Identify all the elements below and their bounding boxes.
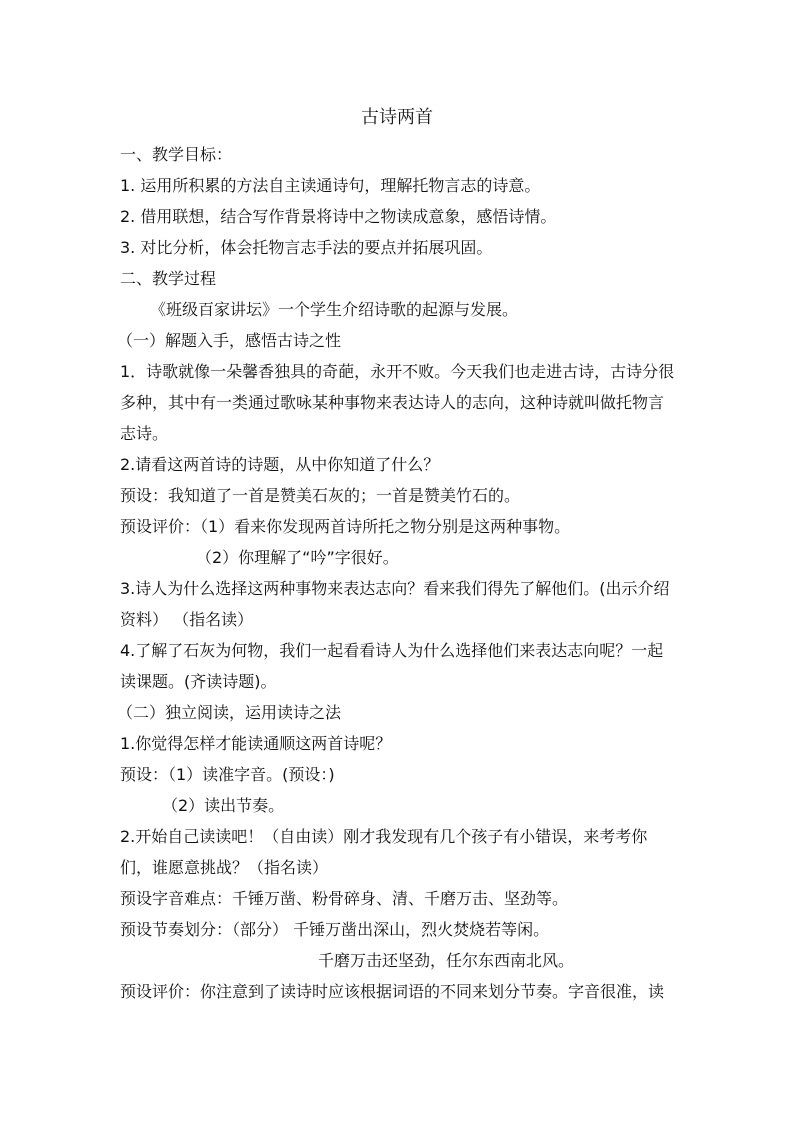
paragraph-line: （2）读出节奏。 xyxy=(162,796,285,815)
paragraph-line: 们，谁愿意挑战？（指名读） xyxy=(120,858,329,877)
subsection-heading: （一）解题入手，感悟古诗之性 xyxy=(117,331,342,350)
paragraph-line: 预设字音难点：千锤万凿、粉骨碎身、清、千磨万击、坚劲等。 xyxy=(120,889,569,908)
objective-item: 1. 运用所积累的方法自主读通诗句，理解托物言志的诗意。 xyxy=(120,176,541,195)
paragraph-line: 《班级百家讲坛》一个学生介绍诗歌的起源与发展。 xyxy=(150,300,519,319)
paragraph-line: 预设：我知道了一首是赞美石灰的；一首是赞美竹石的。 xyxy=(120,486,521,505)
paragraph-line: 读课题。(齐读诗题)。 xyxy=(120,672,277,691)
paragraph-line: 志诗。 xyxy=(120,424,169,443)
paragraph-line: 2.请看这两首诗的诗题，从中你知道了什么？ xyxy=(120,455,440,474)
paragraph-line: （2）你理解了“吟”字很好。 xyxy=(196,548,399,567)
poem-line: 千磨万击还坚劲，任尔东西南北风。 xyxy=(318,951,575,970)
paragraph-line: 预设：（1）读准字音。(预设：) xyxy=(120,765,335,784)
paragraph-line: 1．诗歌就像一朵馨香独具的奇葩，永开不败。今天我们也走进古诗，古诗分很 xyxy=(120,362,675,381)
paragraph-line: 资料） （指名读） xyxy=(120,610,254,629)
objective-item: 3. 对比分析，体会托物言志手法的要点并拓展巩固。 xyxy=(120,238,493,257)
paragraph-line: 多种，其中有一类通过歌咏某种事物来表达诗人的志向，这种诗就叫做托物言 xyxy=(120,393,665,412)
paragraph-line: 3.诗人为什么选择这两种事物来表达志向？看来我们得先了解他们。(出示介绍 xyxy=(120,579,670,598)
document-title: 古诗两首 xyxy=(361,107,433,128)
paragraph-line: 4.了解了石灰为何物，我们一起看看诗人为什么选择他们来表达志向呢？一起 xyxy=(120,641,664,660)
objective-item: 2. 借用联想，结合写作背景将诗中之物读成意象，感悟诗情。 xyxy=(120,207,557,226)
section-heading-objectives: 一、教学目标： xyxy=(120,145,233,164)
subsection-heading: （二）独立阅读，运用读诗之法 xyxy=(117,703,342,722)
paragraph-line: 预设评价：（1）看来你发现两首诗所托之物分别是这两种事物。 xyxy=(120,517,571,536)
paragraph-line: 2.开始自己读读吧！（自由读）刚才我发现有几个孩子有小错误，来考考你 xyxy=(120,827,648,846)
paragraph-line: 1.你觉得怎样才能读通顺这两首诗呢？ xyxy=(120,734,392,753)
paragraph-line: 预设评价：你注意到了读诗时应该根据词语的不同来划分节奏。字音很准，读 xyxy=(120,982,665,1001)
section-heading-process: 二、教学过程 xyxy=(120,269,217,288)
paragraph-line: 预设节奏划分：（部分） 千锤万凿出深山，烈火焚烧若等闲。 xyxy=(120,920,550,939)
